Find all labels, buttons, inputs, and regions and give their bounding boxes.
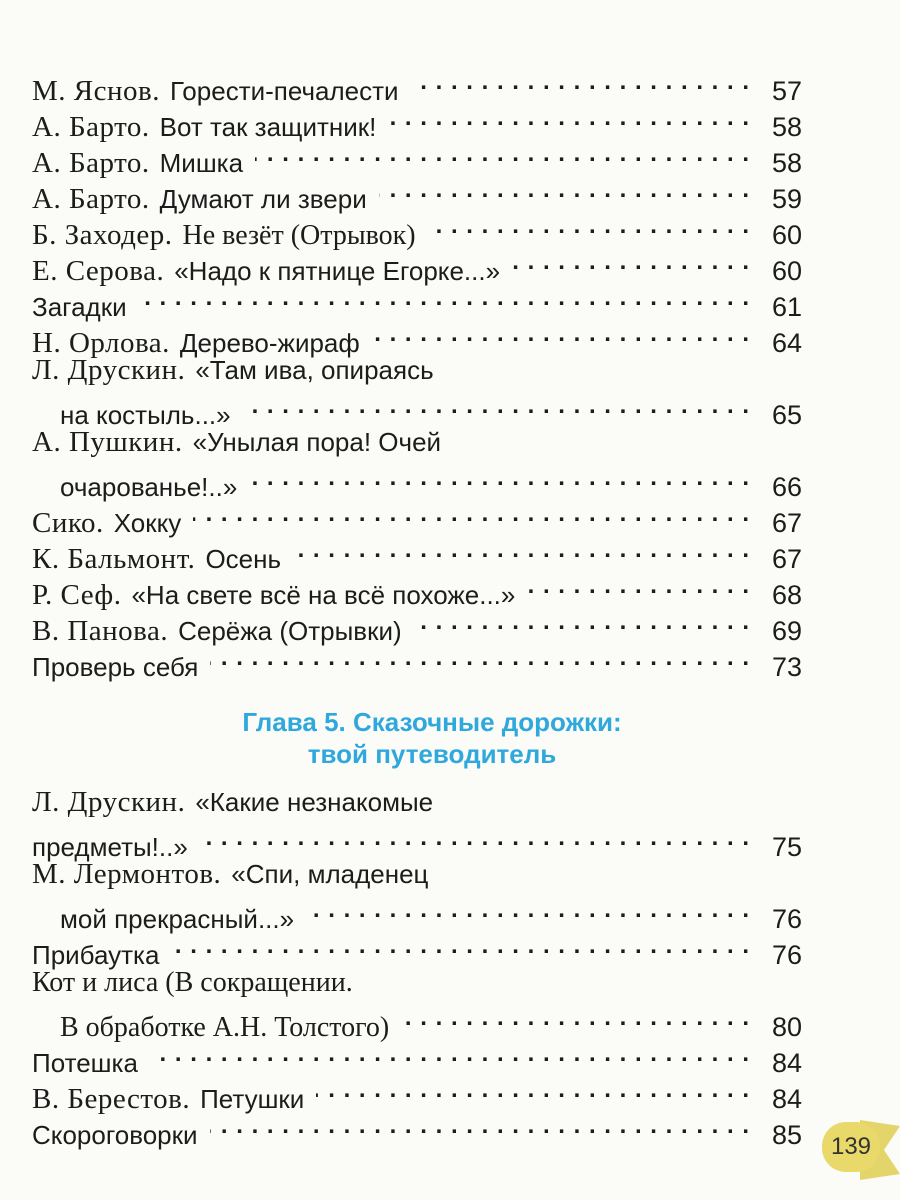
toc-title: «На свете всё на всё похоже...» — [131, 580, 516, 610]
toc-entry — [32, 568, 802, 611]
toc-author: А. Барто. — [32, 147, 150, 179]
toc-author: К. Бальмонт. — [32, 543, 196, 575]
dot-leader — [249, 460, 750, 496]
toc-author: В. Берестов. — [32, 1083, 191, 1115]
toc-page: 60 — [771, 220, 802, 250]
dot-leader — [428, 208, 750, 244]
toc-author: А. Барто. — [32, 183, 150, 215]
toc-entry — [32, 604, 802, 647]
toc-title: Горести-печалести — [169, 76, 399, 106]
toc-title: Мишка — [159, 148, 244, 178]
toc-page: 58 — [771, 112, 802, 142]
toc-title-continued: мой прекрасный...» — [60, 904, 295, 934]
toc-author: Р. Сеф. — [32, 579, 122, 611]
toc-title: Загадки — [32, 292, 127, 322]
toc-entry — [32, 1072, 802, 1115]
dot-leader — [255, 136, 750, 172]
toc-entry — [32, 532, 802, 575]
dot-leader — [316, 1072, 750, 1108]
dot-leader — [512, 244, 750, 280]
toc-page: 80 — [771, 1012, 802, 1042]
toc-title: Кот и лиса (В сокращении. — [32, 967, 353, 998]
toc-entry — [32, 856, 802, 934]
toc-page: 73 — [771, 652, 802, 682]
toc-title-continued: В обработке А.Н. Толстого) — [60, 1012, 390, 1043]
toc-entry — [32, 280, 802, 322]
dot-leader — [379, 172, 750, 208]
toc-entry — [32, 964, 802, 1043]
toc-entry — [32, 172, 802, 215]
toc-title: Серёжа (Отрывки) — [178, 616, 402, 646]
dot-leader — [388, 100, 750, 136]
toc-author: М. Лермонтов. — [32, 858, 222, 890]
toc-page: 84 — [771, 1084, 802, 1114]
toc-entry — [32, 136, 802, 179]
toc-entry — [32, 64, 802, 107]
toc-title: Вот так защитник! — [159, 112, 377, 142]
toc-page: 66 — [771, 472, 802, 502]
toc-page: 65 — [771, 400, 802, 430]
dot-leader — [306, 892, 750, 928]
toc-author: М. Яснов. — [32, 75, 160, 107]
toc-entry — [32, 1108, 802, 1150]
chapter-title-line2: твой путеводитель — [307, 739, 557, 769]
toc-author: В. Панова. — [32, 615, 169, 647]
dot-leader — [210, 1108, 750, 1144]
toc-title: Петушки — [200, 1084, 305, 1114]
toc-page: 60 — [771, 256, 802, 286]
toc-page: 76 — [771, 940, 802, 970]
dot-leader — [171, 928, 750, 964]
toc-title: Проверь себя — [32, 652, 199, 682]
toc-page: 84 — [771, 1048, 802, 1078]
toc-page: 76 — [771, 904, 802, 934]
toc-entry — [32, 1036, 802, 1078]
dot-leader — [150, 1036, 750, 1072]
dot-leader — [200, 820, 750, 856]
toc-title: Скороговорки — [32, 1120, 198, 1150]
toc-page: 59 — [771, 184, 802, 214]
toc-author: А. Барто. — [32, 111, 150, 143]
toc-author: Е. Серова. — [32, 255, 165, 287]
dot-leader — [527, 568, 750, 604]
toc-title: «Надо к пятнице Егорке...» — [174, 256, 501, 286]
toc-title: Потешка — [32, 1048, 138, 1078]
dot-leader — [243, 388, 750, 424]
toc-title: Хокку — [113, 508, 182, 538]
dot-leader — [293, 532, 750, 568]
toc-page: 67 — [771, 544, 802, 574]
toc-title: «Спи, младенец — [231, 859, 429, 889]
toc-entry — [32, 100, 802, 143]
toc-author: Л. Друскин. — [32, 354, 186, 386]
toc-title: «Там ива, опираясь — [195, 355, 434, 385]
toc-title: Не везёт (Отрывок) — [182, 220, 416, 251]
toc-entry — [32, 784, 802, 862]
toc-title: Прибаутка — [32, 940, 160, 970]
toc-title: «Какие незнакомые — [195, 787, 434, 817]
dot-leader — [139, 280, 750, 316]
chapter-heading — [32, 706, 802, 770]
toc-title-continued: на костыль...» — [60, 400, 231, 430]
page-number: 139 — [830, 1133, 872, 1160]
dot-leader — [401, 1000, 750, 1036]
dot-leader — [411, 64, 750, 100]
dot-leader — [193, 496, 750, 532]
toc-page: 58 — [771, 148, 802, 178]
toc-author: Сико. — [32, 507, 104, 539]
toc-page: 67 — [771, 508, 802, 538]
dot-leader — [414, 604, 750, 640]
toc-entry — [32, 352, 802, 430]
toc-title: Дерево-жираф — [179, 328, 360, 358]
toc-title: «Унылая пора! Очей — [192, 427, 442, 457]
toc-title: Думают ли звери — [159, 184, 367, 214]
toc-author: Н. Орлова. — [32, 327, 170, 359]
toc-entry — [32, 424, 802, 502]
toc-page: 64 — [771, 328, 802, 358]
dot-leader — [372, 316, 750, 352]
toc-page: 75 — [771, 832, 802, 862]
toc-title: Осень — [205, 544, 282, 574]
toc-entry — [32, 208, 802, 251]
toc-author: Л. Друскин. — [32, 786, 186, 818]
toc-entry — [32, 640, 802, 682]
toc-entry — [32, 496, 802, 539]
toc-page: 68 — [771, 580, 802, 610]
toc-entry — [32, 928, 802, 970]
page-number-badge — [822, 1122, 880, 1172]
toc-entry — [32, 244, 802, 287]
toc-page: 69 — [771, 616, 802, 646]
toc-page: 85 — [771, 1120, 802, 1150]
toc-page: 57 — [771, 76, 802, 106]
table-of-contents — [32, 64, 802, 1150]
toc-author: Б. Заходер. — [32, 219, 173, 251]
toc-page: 61 — [771, 292, 802, 322]
toc-author: А. Пушкин. — [32, 426, 183, 458]
toc-title-continued: очарованье!..» — [60, 472, 238, 502]
chapter-title-line1: Глава 5. Сказочные дорожки: — [242, 707, 622, 737]
toc-entry — [32, 316, 802, 359]
dot-leader — [210, 640, 750, 676]
toc-title-continued: предметы!..» — [32, 832, 188, 862]
